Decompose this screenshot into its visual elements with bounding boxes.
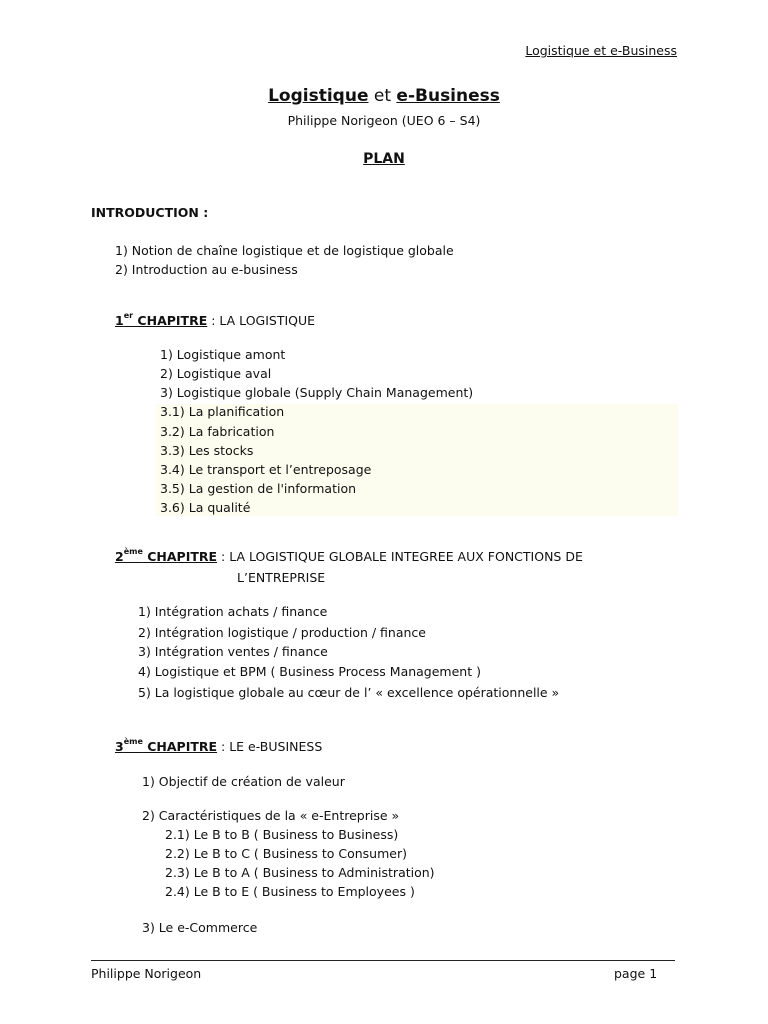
chapter3-item: 3) Le e-Commerce xyxy=(142,920,258,935)
title-part-et: et xyxy=(368,86,397,106)
footer-divider xyxy=(91,960,675,961)
chapter1-subitem: 3.3) Les stocks xyxy=(160,443,254,458)
chapter3-subitem: 2.4) Le B to E ( Business to Employees ) xyxy=(165,884,415,899)
chapter2-title-continued: L’ENTREPRISE xyxy=(237,570,326,585)
footer-page-number: page 1 xyxy=(614,966,658,981)
chapter2-heading xyxy=(115,549,583,564)
chapter1-title: : LA LOGISTIQUE xyxy=(207,313,316,328)
document-title xyxy=(0,86,768,106)
chapter1-subitem: 3.5) La gestion de l'information xyxy=(160,481,357,496)
chapter2-item: 1) Intégration achats / finance xyxy=(138,604,328,619)
chapter1-subitem: 3.6) La qualité xyxy=(160,500,251,515)
chapter2-item: 2) Intégration logistique / production / finance xyxy=(138,625,426,640)
introduction-heading xyxy=(91,205,208,220)
chapter2-label: 2ème CHAPITRE xyxy=(115,547,218,564)
chapter3-item: 1) Objectif de création de valeur xyxy=(142,774,345,789)
chapter3-item: 2) Caractéristiques de la « e-Entreprise » xyxy=(142,808,400,823)
chapter3-subitem: 2.1) Le B to B ( Business to Business) xyxy=(165,827,399,842)
chapter1-item: 1) Logistique amont xyxy=(160,347,286,362)
chapter2-title: : LA LOGISTIQUE GLOBALE INTEGREE AUX FONCTIONS DE xyxy=(217,549,583,564)
chapter1-subitem: 3.2) La fabrication xyxy=(160,424,275,439)
intro-item: 2) Introduction au e-business xyxy=(115,262,298,277)
title-part-ebusiness: e-Business xyxy=(396,86,500,106)
chapter3-heading xyxy=(115,739,322,754)
introduction-colon: : xyxy=(198,205,209,220)
chapter1-item: 2) Logistique aval xyxy=(160,366,272,381)
chapter1-item: 3) Logistique globale (Supply Chain Management) xyxy=(160,385,474,400)
chapter2-item: 4) Logistique et BPM ( Business Process Management ) xyxy=(138,664,481,679)
chapter2-item: 3) Intégration ventes / finance xyxy=(138,644,328,659)
running-header: Logistique et e-Business xyxy=(525,43,677,58)
chapter3-subitem: 2.2) Le B to C ( Business to Consumer) xyxy=(165,846,407,861)
intro-item: 1) Notion de chaîne logistique et de logistique globale xyxy=(115,243,454,258)
chapter1-heading xyxy=(115,313,315,328)
chapter3-subitem: 2.3) Le B to A ( Business to Administration) xyxy=(165,865,435,880)
chapter1-label: 1er CHAPITRE xyxy=(115,311,208,328)
document-subtitle: Philippe Norigeon (UEO 6 – S4) xyxy=(287,113,481,128)
plan-heading: PLAN xyxy=(363,151,405,167)
chapter1-subitem: 3.4) Le transport et l’entreposage xyxy=(160,462,372,477)
chapter3-title: : LE e-BUSINESS xyxy=(217,739,323,754)
chapter1-subitem: 3.1) La planification xyxy=(160,404,285,419)
title-part-logistique: Logistique xyxy=(268,86,369,106)
chapter2-item: 5) La logistique globale au cœur de l’ « excellence opérationnelle » xyxy=(138,685,560,700)
footer-author: Philippe Norigeon xyxy=(91,966,202,981)
introduction-label: INTRODUCTION xyxy=(91,205,199,220)
chapter3-label: 3ème CHAPITRE xyxy=(115,737,218,754)
